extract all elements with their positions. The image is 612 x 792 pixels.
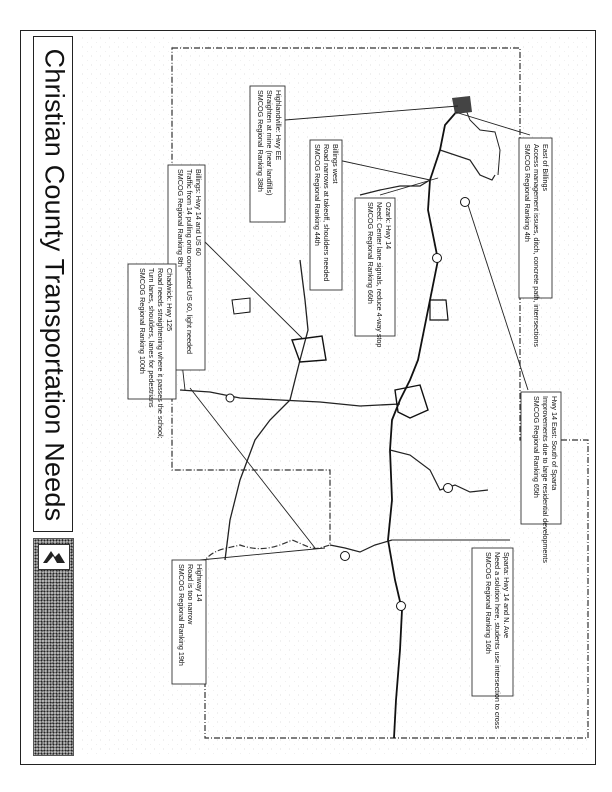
note-chadwick-line-2: Road needs straightening where it passes the school; [156, 268, 165, 439]
note-sparta-n-ave [484, 552, 511, 729]
note-billings-60-line-2: Traffic from 14 pulling onto congested US 60, light needed [185, 169, 194, 354]
note-chadwick-line-4: SMCOG Regional Ranking 100th [138, 268, 147, 374]
route-shield-icon [444, 484, 453, 493]
note-ozark-line-2: Need: Center lane signals, reduce 4-way stop [375, 202, 384, 348]
note-highway-14-line-3: SMCOG Regional Ranking 19th [177, 564, 186, 666]
note-chadwick [138, 268, 174, 439]
note-ozark [366, 202, 393, 347]
route-shield-icon [226, 394, 234, 402]
note-billings-west [313, 144, 340, 281]
note-highway-14-line-2: Road is too narrow [186, 564, 195, 625]
note-billings-east-line-2: Access management issues, ditch, concrete path, interrsections [532, 144, 541, 347]
note-sparta-n-ave-line-3: SMCOG Regional Ranking 16th [484, 552, 493, 654]
note-sparta-n-ave-line-1: Sparta: Hwy 14 and N. Ave [502, 552, 511, 639]
note-ozark-line-3: SMCOG Regional Ranking 66th [366, 202, 375, 304]
note-billings-east-line-1: East of Billings [541, 144, 550, 192]
note-chadwick-line-3: Turn lanes, shoulders, lanes for pedestrians [147, 268, 156, 408]
note-billings-west-line-2: Road narrows at takeoff, shoulders needed [322, 144, 331, 282]
route-shield-icon [341, 552, 350, 561]
note-billings-60-line-1: Billings: Hwy 14 and US 60 [194, 169, 203, 256]
note-south-sparta-line-1: Hwy 14 East: South of Sparta [550, 396, 559, 491]
note-billings-west-line-1: Billings west [331, 144, 340, 184]
note-billings-east-line-3: SMCOG Regional Ranking 4th [523, 144, 532, 242]
logo-badge-icon [38, 544, 70, 570]
route-shield-icon [397, 602, 406, 611]
note-highlandville [256, 90, 283, 195]
map-title: Christian County Transportation Needs [39, 48, 70, 522]
note-highlandville-line-2: Straighten at mine (near landfills) [265, 90, 274, 196]
note-sparta-n-ave-line-2: Need a solution here, students use intersection to cross [493, 552, 502, 729]
title-box [33, 36, 73, 532]
note-highlandville-line-1: Highlandville: Hwy EE [274, 90, 283, 161]
note-billings-east [523, 144, 550, 347]
note-south-sparta-line-2: Improvements due to large residential developments [541, 396, 550, 564]
note-billings-60-line-3: SMCOG Regional Ranking 8th [176, 169, 185, 267]
note-highway-14 [177, 564, 204, 666]
note-billings-60 [176, 169, 203, 354]
note-ozark-line-1: Ozark: Hwy 14 [384, 202, 393, 250]
route-shield-icon [433, 254, 442, 263]
town-cluster-north [452, 96, 472, 114]
logo-panel [33, 538, 74, 756]
note-highway-14-line-1: Highway 14 [195, 564, 204, 602]
note-south-sparta [532, 396, 559, 563]
note-billings-west-line-3: SMCOG Regional Ranking 44th [313, 144, 322, 246]
note-south-sparta-line-3: SMCOG Regional Ranking 65th [532, 396, 541, 498]
note-highlandville-line-3: SMCOG Regional Ranking 38th [256, 90, 265, 192]
note-chadwick-line-1: Chadwick: Hwy 125 [165, 268, 174, 332]
